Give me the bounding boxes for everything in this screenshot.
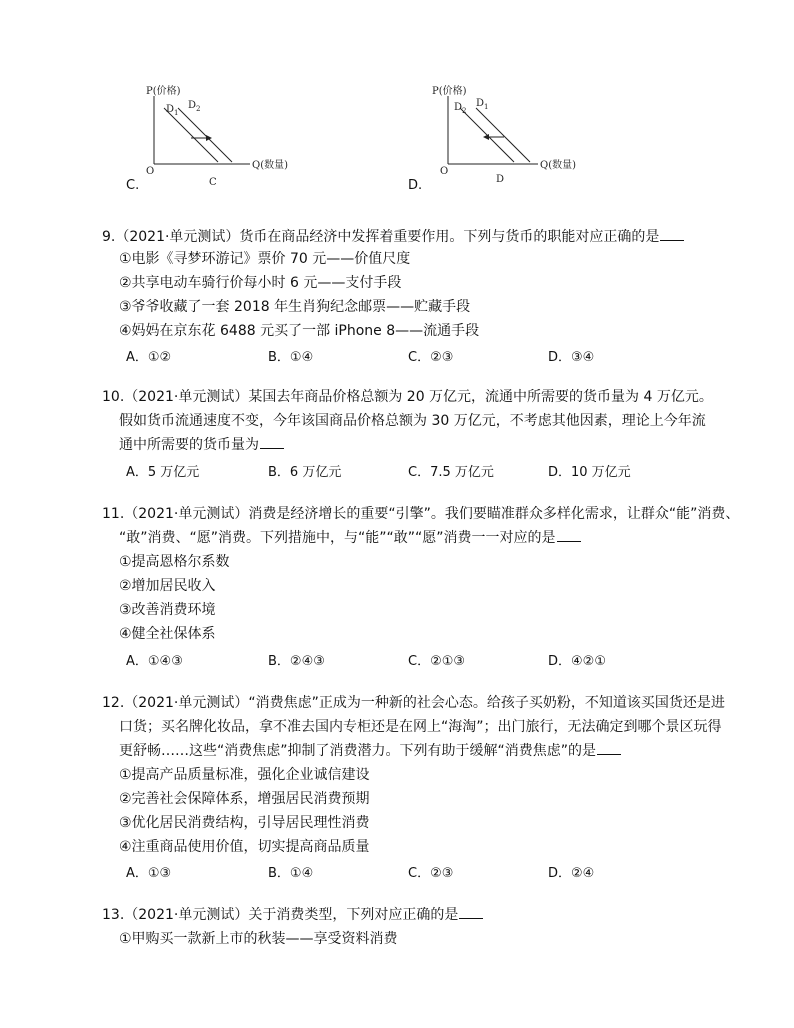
option-d[interactable]: D．④②① <box>548 654 606 669</box>
graph-c <box>124 82 314 194</box>
y-axis-label: P(价格) <box>432 86 467 97</box>
list-item: ④健全社保体系 <box>119 626 216 642</box>
option-d[interactable]: D．②④ <box>548 866 595 881</box>
question-stem: 9.（2021·单元测试）货币在商品经济中发挥着重要作用。下列与货币的职能对应正确的是 <box>102 229 660 245</box>
question-stem: “敢”消费、“愿”消费。下列措施中，与“能”“敢”“愿”消费一一对应的是 <box>119 530 556 546</box>
option-a[interactable]: A．①③ <box>126 866 172 881</box>
question-stem: 10.（2021·单元测试）某国去年商品价格总额为 20 万亿元，流通中所需要的货币量为 4 万亿元。 <box>102 389 713 405</box>
option-c[interactable]: C．②①③ <box>408 654 466 669</box>
question-stem: 更舒畅……这些“消费焦虑”抑制了消费潜力。下列有助于缓解“消费焦虑”的是 <box>119 743 597 759</box>
option-b[interactable]: B．①④ <box>268 866 314 881</box>
graph-d <box>418 82 608 194</box>
option-d[interactable]: D．10 万亿元 <box>548 465 631 480</box>
list-item: ④妈妈在京东花 6488 元买了一部 iPhone 8——流通手段 <box>119 323 480 339</box>
curve-label-left: D <box>454 102 463 113</box>
demand-shift-graph-c <box>124 82 314 194</box>
graph-caption: C <box>209 177 217 188</box>
x-axis-label: Q(数量) <box>540 160 577 171</box>
question-stem: 12.（2021·单元测试）“消费焦虑”正成为一种新的社会心态。给孩子买奶粉，不知道该买国货还是进 <box>102 695 725 711</box>
shift-arrow-head-right <box>206 135 212 141</box>
list-item: ③改善消费环境 <box>119 602 216 618</box>
x-axis-label: Q(数量) <box>252 160 289 171</box>
y-axis-label: P(价格) <box>146 86 181 97</box>
option-d-letter: D. <box>408 178 423 193</box>
question-stem: 13.（2021·单元测试）关于消费类型，下列对应正确的是 <box>102 907 459 923</box>
answer-blank[interactable] <box>260 436 284 449</box>
option-c[interactable]: C．②③ <box>408 866 454 881</box>
curve-left <box>164 108 218 162</box>
list-item: ①电影《寻梦环游记》票价 70 元——价值尺度 <box>119 251 411 267</box>
option-b[interactable]: B．6 万亿元 <box>268 465 342 480</box>
graph-caption: D <box>496 174 505 185</box>
origin-label: O <box>146 166 155 177</box>
curve-label-right-sub: 2 <box>196 105 201 113</box>
demand-shift-graph-d <box>418 82 608 194</box>
curve-label-right-sub: 1 <box>484 103 489 111</box>
list-item: ①甲购买一款新上市的秋装——享受资料消费 <box>119 931 398 947</box>
question-stem: 假如货币流通速度不变，今年该国商品价格总额为 30 万亿元，不考虑其他因素，理论上今年流 <box>119 413 706 429</box>
curve-label-right: D <box>476 98 485 109</box>
option-c[interactable]: C．7.5 万亿元 <box>408 465 494 480</box>
list-item: ①提高恩格尔系数 <box>119 554 230 570</box>
option-c[interactable]: C．②③ <box>408 350 454 365</box>
curve-label-left-sub: 1 <box>174 109 179 117</box>
option-b[interactable]: B．②④③ <box>268 654 325 669</box>
list-item: ③爷爷收藏了一套 2018 年生肖狗纪念邮票——贮藏手段 <box>119 299 471 315</box>
answer-blank[interactable] <box>459 906 483 919</box>
list-item: ①提高产品质量标准，强化企业诚信建设 <box>119 767 370 783</box>
option-a[interactable]: A．①④③ <box>126 654 183 669</box>
option-a[interactable]: A．①② <box>126 350 172 365</box>
curve-label-left: D <box>166 104 175 115</box>
curve-right <box>178 108 232 162</box>
answer-blank[interactable] <box>557 529 581 542</box>
option-b[interactable]: B．①④ <box>268 350 314 365</box>
question-stem: 11.（2021·单元测试）消费是经济增长的重要“引擎”。我们要瞄准群众多样化需求，让群众“能”消费、 <box>102 506 740 522</box>
list-item: ②共享电动车骑行价每小时 6 元——支付手段 <box>119 275 402 291</box>
option-c-letter: C. <box>126 178 140 193</box>
option-d[interactable]: D．③④ <box>548 350 595 365</box>
option-a[interactable]: A．5 万亿元 <box>126 465 200 480</box>
question-stem: 通中所需要的货币量为 <box>119 437 259 453</box>
shift-arrow-head-left <box>483 134 489 140</box>
answer-blank[interactable] <box>597 742 621 755</box>
list-item: ③优化居民消费结构，引导居民理性消费 <box>119 815 370 831</box>
curve-label-left-sub: 2 <box>462 107 467 115</box>
curve-right <box>476 108 530 162</box>
list-item: ②增加居民收入 <box>119 578 216 594</box>
list-item: ④注重商品使用价值，切实提高商品质量 <box>119 839 370 855</box>
origin-label: O <box>440 166 449 177</box>
list-item: ②完善社会保障体系，增强居民消费预期 <box>119 791 370 807</box>
question-stem: 口货；买名牌化妆品，拿不准去国内专柜还是在网上“海淘”；出门旅行，无法确定到哪个景区玩得 <box>119 719 722 735</box>
answer-blank[interactable] <box>660 228 684 241</box>
curve-label-right: D <box>188 100 197 111</box>
